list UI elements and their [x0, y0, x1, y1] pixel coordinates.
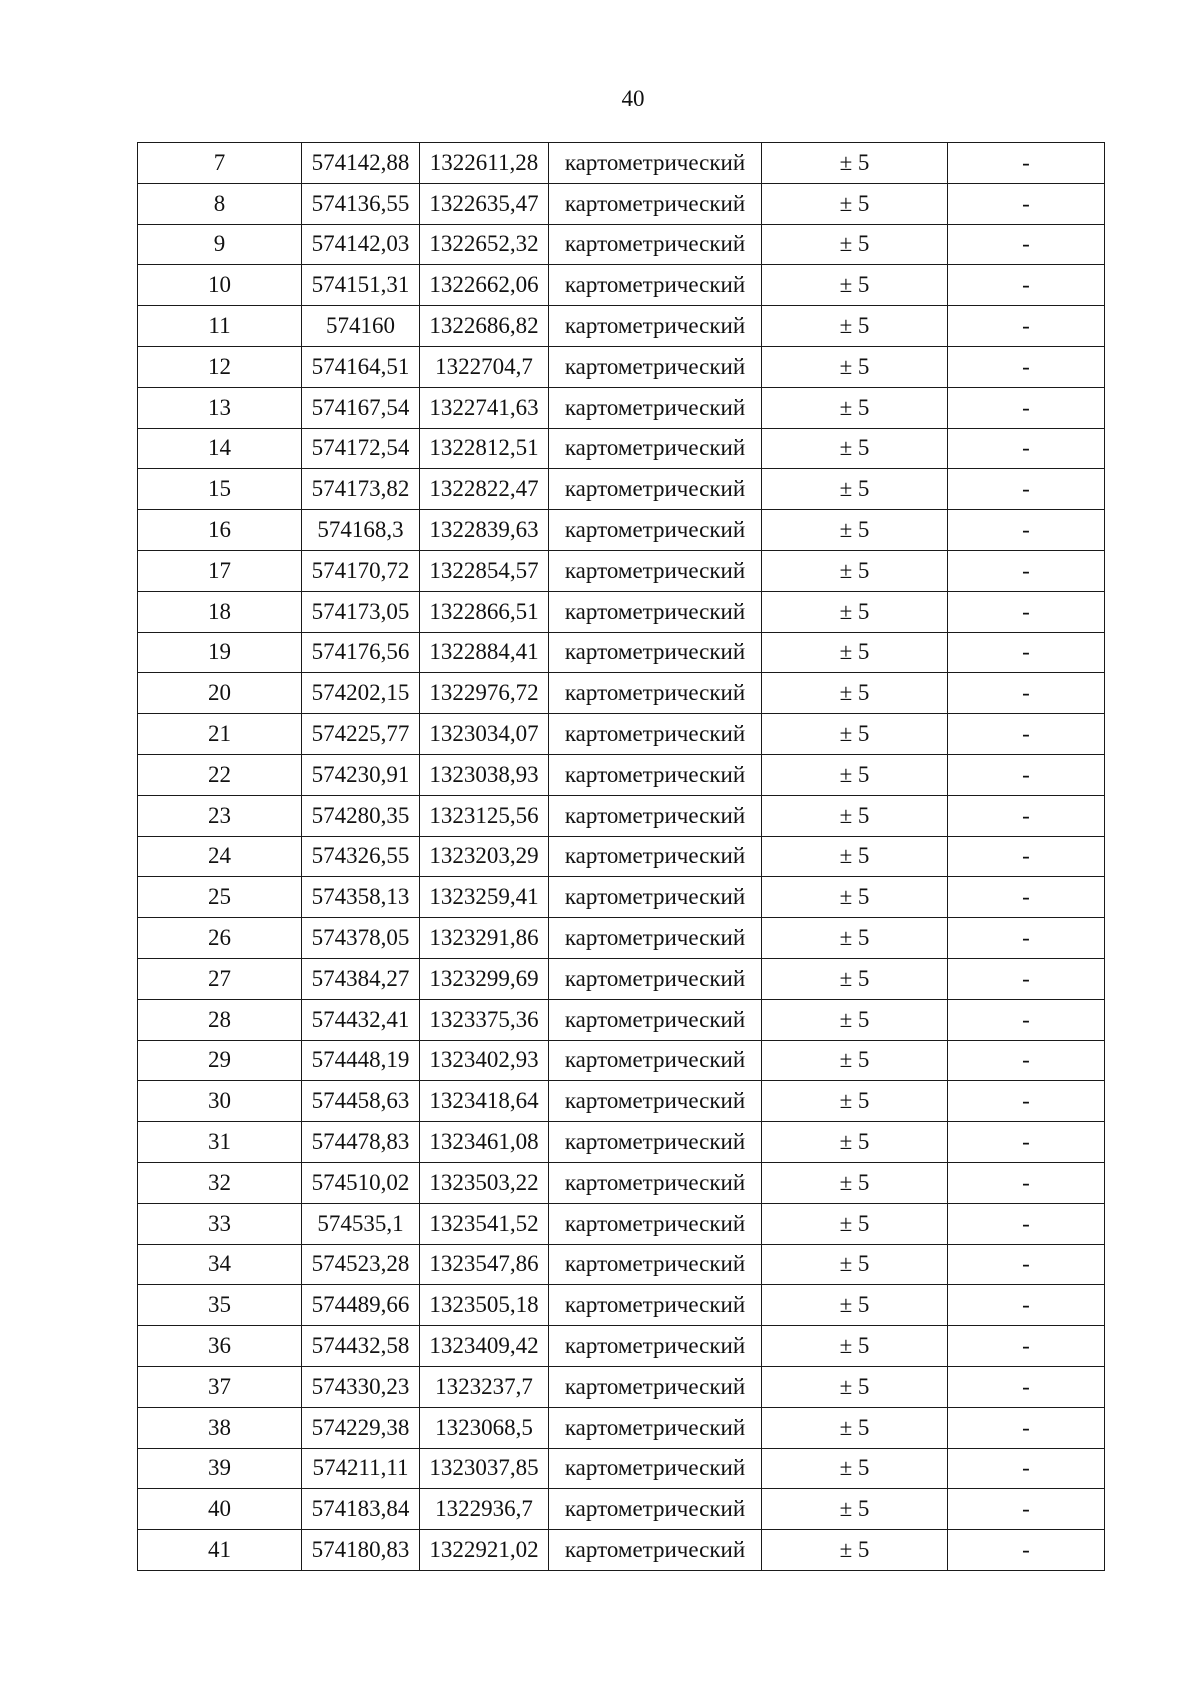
table-row [138, 1489, 1105, 1530]
y-coordinate-cell: 1323299,69 [420, 958, 549, 999]
note-cell: - [948, 183, 1105, 224]
method-cell: картометрический [549, 510, 762, 551]
table-row [138, 306, 1105, 347]
point-number-cell: 27 [138, 958, 302, 999]
table-row [138, 265, 1105, 306]
table-row [138, 346, 1105, 387]
note-cell: - [948, 795, 1105, 836]
x-coordinate-cell: 574448,19 [302, 1040, 420, 1081]
table-row [138, 1285, 1105, 1326]
x-coordinate-cell: 574167,54 [302, 387, 420, 428]
accuracy-cell: ± 5 [762, 1040, 948, 1081]
accuracy-cell: ± 5 [762, 387, 948, 428]
x-coordinate-cell: 574230,91 [302, 754, 420, 795]
y-coordinate-cell: 1322822,47 [420, 469, 549, 510]
y-coordinate-cell: 1322936,7 [420, 1489, 549, 1530]
method-cell: картометрический [549, 999, 762, 1040]
note-cell: - [948, 1122, 1105, 1163]
y-coordinate-cell: 1322866,51 [420, 591, 549, 632]
accuracy-cell: ± 5 [762, 999, 948, 1040]
point-number-cell: 23 [138, 795, 302, 836]
point-number-cell: 26 [138, 918, 302, 959]
accuracy-cell: ± 5 [762, 550, 948, 591]
point-number-cell: 31 [138, 1122, 302, 1163]
note-cell: - [948, 224, 1105, 265]
y-coordinate-cell: 1323541,52 [420, 1203, 549, 1244]
page-number: 40 [621, 86, 645, 111]
table-row [138, 877, 1105, 918]
method-cell: картометрический [549, 387, 762, 428]
y-coordinate-cell: 1323037,85 [420, 1448, 549, 1489]
accuracy-cell: ± 5 [762, 224, 948, 265]
coordinates-table-body [138, 143, 1105, 1571]
x-coordinate-cell: 574478,83 [302, 1122, 420, 1163]
y-coordinate-cell: 1323034,07 [420, 714, 549, 755]
accuracy-cell: ± 5 [762, 1489, 948, 1530]
y-coordinate-cell: 1322854,57 [420, 550, 549, 591]
method-cell: картометрический [549, 265, 762, 306]
accuracy-cell: ± 5 [762, 958, 948, 999]
note-cell: - [948, 632, 1105, 673]
point-number-cell: 14 [138, 428, 302, 469]
note-cell: - [948, 673, 1105, 714]
table-row [138, 224, 1105, 265]
x-coordinate-cell: 574142,88 [302, 143, 420, 184]
point-number-cell: 29 [138, 1040, 302, 1081]
point-number-cell: 16 [138, 510, 302, 551]
note-cell: - [948, 1040, 1105, 1081]
x-coordinate-cell: 574183,84 [302, 1489, 420, 1530]
x-coordinate-cell: 574142,03 [302, 224, 420, 265]
note-cell: - [948, 1203, 1105, 1244]
table-row [138, 143, 1105, 184]
method-cell: картометрический [549, 1366, 762, 1407]
method-cell: картометрический [549, 1530, 762, 1571]
x-coordinate-cell: 574202,15 [302, 673, 420, 714]
table-row [138, 1122, 1105, 1163]
table-row [138, 510, 1105, 551]
table-row [138, 428, 1105, 469]
note-cell: - [948, 469, 1105, 510]
table-row [138, 958, 1105, 999]
accuracy-cell: ± 5 [762, 1326, 948, 1367]
x-coordinate-cell: 574280,35 [302, 795, 420, 836]
note-cell: - [948, 428, 1105, 469]
y-coordinate-cell: 1323125,56 [420, 795, 549, 836]
x-coordinate-cell: 574211,11 [302, 1448, 420, 1489]
x-coordinate-cell: 574378,05 [302, 918, 420, 959]
x-coordinate-cell: 574168,3 [302, 510, 420, 551]
x-coordinate-cell: 574160 [302, 306, 420, 347]
x-coordinate-cell: 574523,28 [302, 1244, 420, 1285]
note-cell: - [948, 346, 1105, 387]
table-row [138, 918, 1105, 959]
table-row [138, 795, 1105, 836]
note-cell: - [948, 1407, 1105, 1448]
note-cell: - [948, 1366, 1105, 1407]
table-row [138, 714, 1105, 755]
y-coordinate-cell: 1323505,18 [420, 1285, 549, 1326]
point-number-cell: 24 [138, 836, 302, 877]
point-number-cell: 39 [138, 1448, 302, 1489]
method-cell: картометрический [549, 754, 762, 795]
note-cell: - [948, 714, 1105, 755]
table-row [138, 469, 1105, 510]
y-coordinate-cell: 1323461,08 [420, 1122, 549, 1163]
x-coordinate-cell: 574489,66 [302, 1285, 420, 1326]
method-cell: картометрический [549, 224, 762, 265]
point-number-cell: 15 [138, 469, 302, 510]
method-cell: картометрический [549, 183, 762, 224]
note-cell: - [948, 1489, 1105, 1530]
method-cell: картометрический [549, 1489, 762, 1530]
method-cell: картометрический [549, 550, 762, 591]
accuracy-cell: ± 5 [762, 714, 948, 755]
y-coordinate-cell: 1322884,41 [420, 632, 549, 673]
y-coordinate-cell: 1322976,72 [420, 673, 549, 714]
y-coordinate-cell: 1323547,86 [420, 1244, 549, 1285]
point-number-cell: 17 [138, 550, 302, 591]
accuracy-cell: ± 5 [762, 836, 948, 877]
point-number-cell: 19 [138, 632, 302, 673]
y-coordinate-cell: 1322662,06 [420, 265, 549, 306]
accuracy-cell: ± 5 [762, 673, 948, 714]
y-coordinate-cell: 1322921,02 [420, 1530, 549, 1571]
table-row [138, 387, 1105, 428]
method-cell: картометрический [549, 958, 762, 999]
accuracy-cell: ± 5 [762, 632, 948, 673]
x-coordinate-cell: 574330,23 [302, 1366, 420, 1407]
x-coordinate-cell: 574164,51 [302, 346, 420, 387]
accuracy-cell: ± 5 [762, 346, 948, 387]
note-cell: - [948, 510, 1105, 551]
method-cell: картометрический [549, 1081, 762, 1122]
point-number-cell: 11 [138, 306, 302, 347]
method-cell: картометрический [549, 1448, 762, 1489]
accuracy-cell: ± 5 [762, 1162, 948, 1203]
y-coordinate-cell: 1323291,86 [420, 918, 549, 959]
table-row [138, 1407, 1105, 1448]
point-number-cell: 12 [138, 346, 302, 387]
point-number-cell: 38 [138, 1407, 302, 1448]
method-cell: картометрический [549, 1285, 762, 1326]
accuracy-cell: ± 5 [762, 1448, 948, 1489]
table-row [138, 1530, 1105, 1571]
method-cell: картометрический [549, 836, 762, 877]
x-coordinate-cell: 574176,56 [302, 632, 420, 673]
x-coordinate-cell: 574170,72 [302, 550, 420, 591]
point-number-cell: 25 [138, 877, 302, 918]
table-row [138, 836, 1105, 877]
note-cell: - [948, 1326, 1105, 1367]
x-coordinate-cell: 574173,82 [302, 469, 420, 510]
x-coordinate-cell: 574458,63 [302, 1081, 420, 1122]
point-number-cell: 8 [138, 183, 302, 224]
table-row [138, 1326, 1105, 1367]
note-cell: - [948, 754, 1105, 795]
point-number-cell: 13 [138, 387, 302, 428]
note-cell: - [948, 550, 1105, 591]
accuracy-cell: ± 5 [762, 1530, 948, 1571]
y-coordinate-cell: 1322686,82 [420, 306, 549, 347]
y-coordinate-cell: 1323203,29 [420, 836, 549, 877]
accuracy-cell: ± 5 [762, 143, 948, 184]
accuracy-cell: ± 5 [762, 510, 948, 551]
accuracy-cell: ± 5 [762, 469, 948, 510]
method-cell: картометрический [549, 591, 762, 632]
table-row [138, 1366, 1105, 1407]
table-row [138, 591, 1105, 632]
method-cell: картометрический [549, 1040, 762, 1081]
point-number-cell: 37 [138, 1366, 302, 1407]
x-coordinate-cell: 574229,38 [302, 1407, 420, 1448]
y-coordinate-cell: 1322635,47 [420, 183, 549, 224]
point-number-cell: 40 [138, 1489, 302, 1530]
table-row [138, 1203, 1105, 1244]
note-cell: - [948, 999, 1105, 1040]
note-cell: - [948, 1081, 1105, 1122]
y-coordinate-cell: 1322741,63 [420, 387, 549, 428]
y-coordinate-cell: 1323038,93 [420, 754, 549, 795]
method-cell: картометрический [549, 1326, 762, 1367]
accuracy-cell: ± 5 [762, 1203, 948, 1244]
accuracy-cell: ± 5 [762, 265, 948, 306]
method-cell: картометрический [549, 1407, 762, 1448]
note-cell: - [948, 591, 1105, 632]
x-coordinate-cell: 574180,83 [302, 1530, 420, 1571]
point-number-cell: 41 [138, 1530, 302, 1571]
note-cell: - [948, 958, 1105, 999]
y-coordinate-cell: 1323503,22 [420, 1162, 549, 1203]
y-coordinate-cell: 1322652,32 [420, 224, 549, 265]
method-cell: картометрический [549, 1244, 762, 1285]
note-cell: - [948, 265, 1105, 306]
y-coordinate-cell: 1323259,41 [420, 877, 549, 918]
y-coordinate-cell: 1323402,93 [420, 1040, 549, 1081]
accuracy-cell: ± 5 [762, 1244, 948, 1285]
y-coordinate-cell: 1323409,42 [420, 1326, 549, 1367]
note-cell: - [948, 1162, 1105, 1203]
method-cell: картометрический [549, 428, 762, 469]
method-cell: картометрический [549, 918, 762, 959]
x-coordinate-cell: 574432,58 [302, 1326, 420, 1367]
method-cell: картометрический [549, 346, 762, 387]
point-number-cell: 33 [138, 1203, 302, 1244]
method-cell: картометрический [549, 1162, 762, 1203]
note-cell: - [948, 1285, 1105, 1326]
x-coordinate-cell: 574225,77 [302, 714, 420, 755]
accuracy-cell: ± 5 [762, 918, 948, 959]
table-row [138, 1081, 1105, 1122]
note-cell: - [948, 877, 1105, 918]
point-number-cell: 10 [138, 265, 302, 306]
method-cell: картометрический [549, 469, 762, 510]
y-coordinate-cell: 1323068,5 [420, 1407, 549, 1448]
accuracy-cell: ± 5 [762, 183, 948, 224]
y-coordinate-cell: 1323418,64 [420, 1081, 549, 1122]
table-row [138, 999, 1105, 1040]
note-cell: - [948, 1448, 1105, 1489]
method-cell: картометрический [549, 714, 762, 755]
point-number-cell: 21 [138, 714, 302, 755]
point-number-cell: 35 [138, 1285, 302, 1326]
accuracy-cell: ± 5 [762, 795, 948, 836]
method-cell: картометрический [549, 1203, 762, 1244]
x-coordinate-cell: 574384,27 [302, 958, 420, 999]
method-cell: картометрический [549, 632, 762, 673]
y-coordinate-cell: 1323237,7 [420, 1366, 549, 1407]
x-coordinate-cell: 574172,54 [302, 428, 420, 469]
x-coordinate-cell: 574151,31 [302, 265, 420, 306]
accuracy-cell: ± 5 [762, 1122, 948, 1163]
table-row [138, 754, 1105, 795]
accuracy-cell: ± 5 [762, 1366, 948, 1407]
note-cell: - [948, 918, 1105, 959]
table-row [138, 1448, 1105, 1489]
x-coordinate-cell: 574510,02 [302, 1162, 420, 1203]
y-coordinate-cell: 1322704,7 [420, 346, 549, 387]
point-number-cell: 32 [138, 1162, 302, 1203]
y-coordinate-cell: 1323375,36 [420, 999, 549, 1040]
accuracy-cell: ± 5 [762, 428, 948, 469]
table-row [138, 1244, 1105, 1285]
point-number-cell: 30 [138, 1081, 302, 1122]
y-coordinate-cell: 1322839,63 [420, 510, 549, 551]
accuracy-cell: ± 5 [762, 1081, 948, 1122]
accuracy-cell: ± 5 [762, 306, 948, 347]
note-cell: - [948, 306, 1105, 347]
accuracy-cell: ± 5 [762, 1407, 948, 1448]
table-row [138, 183, 1105, 224]
table-row [138, 1040, 1105, 1081]
point-number-cell: 28 [138, 999, 302, 1040]
method-cell: картометрический [549, 1122, 762, 1163]
method-cell: картометрический [549, 673, 762, 714]
y-coordinate-cell: 1322812,51 [420, 428, 549, 469]
point-number-cell: 7 [138, 143, 302, 184]
x-coordinate-cell: 574136,55 [302, 183, 420, 224]
note-cell: - [948, 387, 1105, 428]
point-number-cell: 22 [138, 754, 302, 795]
coordinates-table [137, 142, 1105, 1571]
method-cell: картометрический [549, 795, 762, 836]
y-coordinate-cell: 1322611,28 [420, 143, 549, 184]
note-cell: - [948, 143, 1105, 184]
x-coordinate-cell: 574535,1 [302, 1203, 420, 1244]
x-coordinate-cell: 574358,13 [302, 877, 420, 918]
note-cell: - [948, 1244, 1105, 1285]
x-coordinate-cell: 574432,41 [302, 999, 420, 1040]
method-cell: картометрический [549, 877, 762, 918]
x-coordinate-cell: 574173,05 [302, 591, 420, 632]
x-coordinate-cell: 574326,55 [302, 836, 420, 877]
accuracy-cell: ± 5 [762, 1285, 948, 1326]
accuracy-cell: ± 5 [762, 877, 948, 918]
table-row [138, 673, 1105, 714]
table-row [138, 632, 1105, 673]
note-cell: - [948, 836, 1105, 877]
method-cell: картометрический [549, 306, 762, 347]
point-number-cell: 36 [138, 1326, 302, 1367]
point-number-cell: 18 [138, 591, 302, 632]
method-cell: картометрический [549, 143, 762, 184]
point-number-cell: 34 [138, 1244, 302, 1285]
point-number-cell: 20 [138, 673, 302, 714]
point-number-cell: 9 [138, 224, 302, 265]
table-row [138, 550, 1105, 591]
table-row [138, 1162, 1105, 1203]
accuracy-cell: ± 5 [762, 754, 948, 795]
accuracy-cell: ± 5 [762, 591, 948, 632]
note-cell: - [948, 1530, 1105, 1571]
